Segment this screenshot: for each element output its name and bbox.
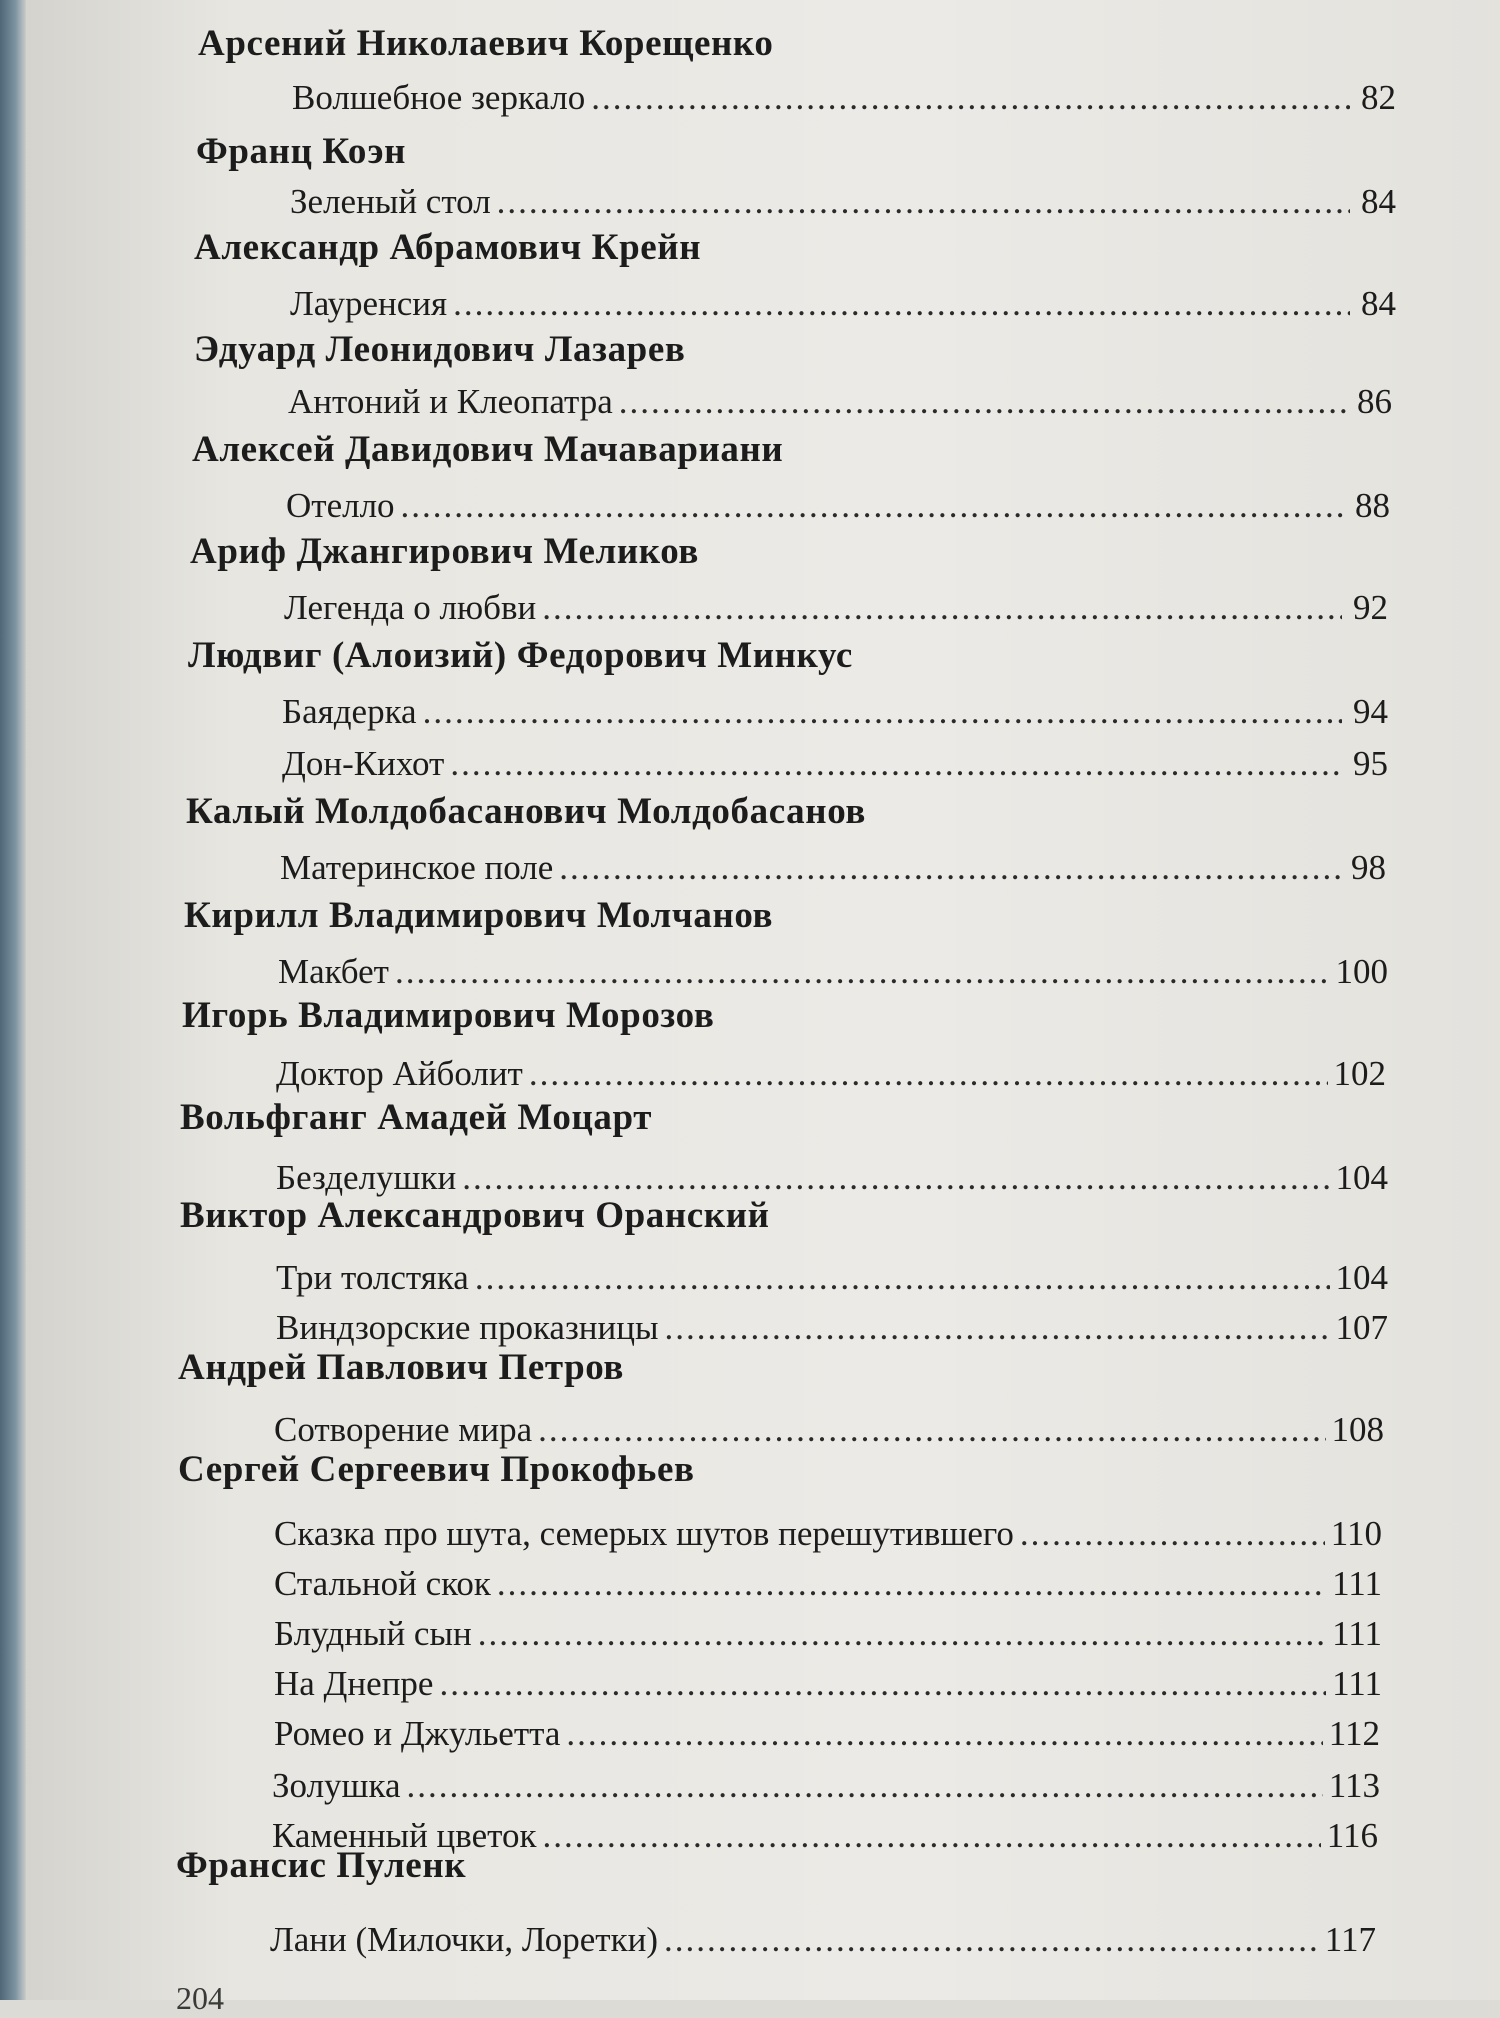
- composer-heading: Сергей Сергеевич Прокофьев: [178, 1449, 695, 1490]
- dot-leader: [566, 1712, 1322, 1756]
- work-title: Блудный сын: [274, 1614, 472, 1653]
- page-number: 104: [1335, 1158, 1388, 1197]
- page-number: 107: [1335, 1308, 1388, 1347]
- page-number: 98: [1351, 848, 1386, 887]
- dot-leader: [529, 1052, 1328, 1096]
- work-title: Золушка: [272, 1766, 401, 1805]
- toc-entry[interactable]: [280, 846, 1386, 890]
- work-title: Баядерка: [282, 692, 417, 731]
- dot-leader: [538, 1408, 1325, 1452]
- dot-leader: [478, 1612, 1326, 1656]
- composer-heading: Алексей Давидович Мачавариани: [192, 429, 784, 470]
- dot-leader: [542, 1814, 1320, 1858]
- page-number: 84: [1361, 284, 1396, 323]
- page-number: 111: [1332, 1564, 1382, 1603]
- dot-leader: [497, 1562, 1326, 1606]
- work-title: Сотворение мира: [274, 1410, 533, 1449]
- composer-heading: Игорь Владимирович Морозов: [182, 995, 715, 1036]
- footer-page-number: 204: [176, 1980, 224, 2016]
- composer-heading: Андрей Павлович Петров: [178, 1347, 625, 1388]
- page-number: 92: [1353, 588, 1388, 627]
- dot-leader: [591, 76, 1350, 120]
- composer-heading: Франсис Пуленк: [176, 1845, 467, 1886]
- dot-leader: [475, 1256, 1330, 1300]
- work-title: Лани (Милочки, Лоретки): [270, 1920, 658, 1959]
- toc-entry[interactable]: [278, 950, 1388, 994]
- toc-entry[interactable]: [290, 282, 1396, 326]
- work-title: Зеленый стол: [290, 182, 491, 221]
- page-number: 112: [1328, 1714, 1380, 1753]
- work-title: Сказка про шута, семерых шутов перешутившего: [274, 1514, 1014, 1553]
- composer-heading: Калый Молдобасанович Молдобасанов: [186, 791, 866, 832]
- dot-leader: [542, 586, 1342, 630]
- page-number: 104: [1335, 1258, 1388, 1297]
- composer-heading: Александр Абрамович Крейн: [194, 227, 702, 268]
- dot-leader: [423, 690, 1342, 734]
- toc-entry[interactable]: [270, 1918, 1376, 1962]
- work-title: На Днепре: [274, 1664, 434, 1703]
- page-number: 100: [1335, 952, 1388, 991]
- page-number: 88: [1355, 486, 1390, 525]
- toc-entry[interactable]: [282, 690, 1388, 734]
- work-title: Ромео и Джульетта: [274, 1714, 561, 1753]
- page-number: 82: [1361, 78, 1396, 117]
- composer-heading: Арсений Николаевич Корещенко: [198, 23, 774, 64]
- composer-heading: Франц Коэн: [196, 131, 406, 172]
- dot-leader: [401, 484, 1344, 528]
- toc-entry[interactable]: [290, 180, 1396, 224]
- page-number: 111: [1332, 1614, 1382, 1653]
- work-title: Материнское поле: [280, 848, 554, 887]
- work-title: Отелло: [286, 486, 395, 525]
- dot-leader: [1020, 1512, 1325, 1556]
- dot-leader: [665, 1306, 1330, 1350]
- toc-entry[interactable]: [274, 1662, 1382, 1706]
- toc-entry[interactable]: [274, 1408, 1384, 1452]
- page-number: 102: [1333, 1054, 1386, 1093]
- work-title: Стальной скок: [274, 1564, 491, 1603]
- composer-heading: Людвиг (Алоизий) Федорович Минкус: [188, 635, 853, 676]
- page-number: 94: [1353, 692, 1388, 731]
- dot-leader: [664, 1918, 1319, 1962]
- dot-leader: [439, 1662, 1326, 1706]
- page-number: 84: [1361, 182, 1396, 221]
- composer-heading: Вольфганг Амадей Моцарт: [180, 1097, 652, 1138]
- toc-entry[interactable]: [284, 586, 1388, 630]
- work-title: Каменный цветок: [272, 1816, 537, 1855]
- dot-leader: [619, 380, 1346, 424]
- toc-entry[interactable]: [276, 1306, 1388, 1350]
- composer-heading: Виктор Александрович Оранский: [180, 1195, 770, 1236]
- work-title: Лауренсия: [290, 284, 448, 323]
- work-title: Волшебное зеркало: [292, 78, 586, 117]
- dot-leader: [407, 1764, 1323, 1808]
- toc-entry[interactable]: [288, 380, 1392, 424]
- composer-heading: Кирилл Владимирович Молчанов: [184, 895, 774, 936]
- work-title: Макбет: [278, 952, 389, 991]
- page-number: 111: [1332, 1664, 1382, 1703]
- toc-entry[interactable]: [274, 1562, 1382, 1606]
- toc-entry[interactable]: [272, 1764, 1380, 1808]
- dot-leader: [453, 282, 1350, 326]
- toc-entry[interactable]: [276, 1052, 1386, 1096]
- toc-entry[interactable]: [286, 484, 1390, 528]
- toc-entry[interactable]: [282, 742, 1388, 786]
- composer-heading: Ариф Джангирович Меликов: [190, 531, 699, 572]
- page-number: 86: [1357, 382, 1392, 421]
- page-number: 110: [1330, 1514, 1382, 1553]
- dot-leader: [450, 742, 1342, 786]
- work-title: Три толстяка: [276, 1258, 469, 1297]
- work-title: Безделушки: [276, 1158, 457, 1197]
- work-title: Антоний и Клеопатра: [288, 382, 613, 421]
- toc-entry[interactable]: [274, 1512, 1382, 1556]
- dot-leader: [395, 950, 1330, 994]
- work-title: Легенда о любви: [284, 588, 537, 627]
- work-title: Дон-Кихот: [282, 744, 445, 783]
- page-number: 117: [1324, 1920, 1376, 1959]
- dot-leader: [559, 846, 1340, 890]
- toc-entry[interactable]: [274, 1712, 1380, 1756]
- page-number: 95: [1353, 744, 1388, 783]
- work-title: Виндзорские проказницы: [276, 1308, 659, 1347]
- dot-leader: [497, 180, 1350, 224]
- toc-entry[interactable]: [274, 1612, 1382, 1656]
- page-number: 113: [1328, 1766, 1380, 1805]
- toc-entry[interactable]: [276, 1256, 1388, 1300]
- work-title: Доктор Айболит: [276, 1054, 523, 1093]
- toc-entry[interactable]: [292, 76, 1396, 120]
- page-number: 116: [1326, 1816, 1378, 1855]
- composer-heading: Эдуард Леонидович Лазарев: [194, 329, 686, 370]
- page-number: 108: [1331, 1410, 1384, 1449]
